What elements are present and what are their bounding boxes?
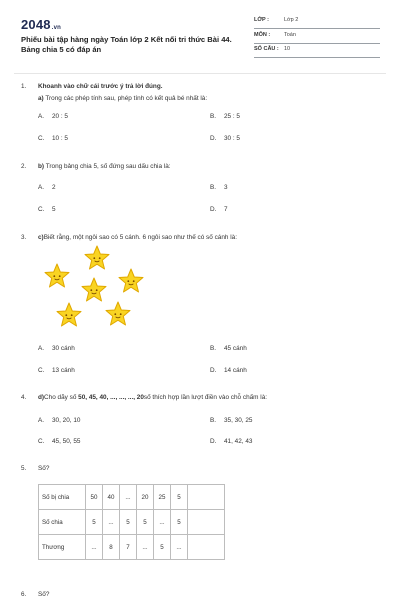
table-row	[39, 485, 225, 510]
table-cell[interactable]: ...	[154, 510, 171, 535]
part-label: b)	[38, 163, 45, 170]
question-body: Trong các phép tính sau, phép tính có kết quả bé nhất là:	[45, 95, 208, 102]
table-cell: 8	[103, 535, 120, 560]
question-number: 3.	[21, 234, 27, 241]
worksheet-title	[21, 35, 253, 55]
answer-option-c[interactable]: C. 5	[38, 206, 56, 213]
table-cell: 40	[103, 485, 120, 510]
table-cell: 50	[86, 485, 103, 510]
logo-text: 2048	[21, 17, 51, 32]
answer-option-c[interactable]: C. 45, 50, 55	[38, 438, 81, 445]
table-cell: 5	[120, 510, 137, 535]
table-cell	[188, 510, 225, 535]
table-cell: 5	[154, 535, 171, 560]
part-label: d)	[38, 394, 45, 401]
answer-option-b[interactable]: B. 35, 30, 25	[210, 417, 253, 424]
title-line-1: Phiếu bài tập hàng ngày Toán lớp 2 Kết nối tri thức Bài 44.	[21, 35, 232, 44]
star-icon	[81, 277, 107, 303]
answer-option-c[interactable]: C. 13 cánh	[38, 367, 75, 374]
answer-option-c[interactable]: C. 10 : 5	[38, 135, 68, 142]
table-cell	[188, 535, 225, 560]
answer-option-d[interactable]: D. 7	[210, 206, 228, 213]
answer-option-d[interactable]: D. 14 cánh	[210, 367, 247, 374]
star-icon	[56, 302, 82, 328]
answer-option-a[interactable]: A. 20 : 5	[38, 113, 68, 120]
meta-label: SỐ CÂU :	[254, 46, 279, 52]
star-icon	[118, 268, 144, 294]
logo-suffix: .vn	[51, 25, 62, 31]
table-row	[39, 535, 225, 560]
worksheet-header	[0, 0, 400, 66]
answer-option-a[interactable]: A. 2	[38, 184, 56, 191]
table-cell: Thương	[39, 535, 86, 560]
table-cell[interactable]: ...	[86, 535, 103, 560]
table-cell[interactable]: ...	[120, 485, 137, 510]
question-number: 4.	[21, 394, 27, 401]
question-body: Biết rằng, một ngôi sao có 5 cánh. 6 ngôi sao như thế có số cánh là:	[43, 234, 237, 241]
question-number: 1.	[21, 83, 27, 90]
table-row	[39, 510, 225, 535]
question-body-end: số thích hợp lần lượt điền vào chỗ chấm là:	[143, 394, 268, 401]
question-body: Trong bảng chia 5, số đứng sau dấu chia là:	[45, 163, 171, 170]
question-text	[38, 163, 171, 170]
table-cell[interactable]: ...	[137, 535, 154, 560]
star-icon	[105, 301, 131, 327]
number-sequence: 50, 45, 40, ..., ..., ..., 20	[78, 394, 144, 401]
answer-option-b[interactable]: B. 45 cánh	[210, 345, 247, 352]
question-body-start: Cho dãy số	[44, 394, 79, 401]
table-cell[interactable]: ...	[103, 510, 120, 535]
division-table	[38, 484, 225, 560]
table-cell: 5	[171, 485, 188, 510]
question-text: Số?	[38, 591, 50, 598]
question-number: 2.	[21, 163, 27, 170]
table-cell	[188, 485, 225, 510]
table-cell: 5	[86, 510, 103, 535]
question-text	[38, 95, 207, 102]
question-text: Số?	[38, 465, 50, 472]
meta-label: MÔN :	[254, 32, 271, 38]
question-text	[38, 394, 267, 401]
table-cell: 25	[154, 485, 171, 510]
part-label: a)	[38, 95, 44, 102]
question-heading: Khoanh vào chữ cái trước ý trả lời đúng.	[38, 83, 163, 90]
answer-option-d[interactable]: D. 30 : 5	[210, 135, 240, 142]
table-cell: 5	[171, 510, 188, 535]
title-line-2: Bảng chia 5 có đáp án	[21, 45, 102, 54]
answer-option-b[interactable]: B. 3	[210, 184, 228, 191]
star-icon	[84, 245, 110, 271]
answer-option-a[interactable]: A. 30, 20, 10	[38, 417, 81, 424]
star-illustration	[44, 245, 144, 335]
table-cell: 7	[120, 535, 137, 560]
question-number: 6.	[21, 591, 27, 598]
table-cell: 5	[137, 510, 154, 535]
table-cell[interactable]: ...	[171, 535, 188, 560]
star-icon	[44, 263, 70, 289]
answer-option-b[interactable]: B. 25 : 5	[210, 113, 240, 120]
part-label: c)	[38, 234, 44, 241]
site-logo[interactable]	[21, 17, 61, 32]
table-cell: 20	[137, 485, 154, 510]
meta-value: Toán	[284, 32, 296, 38]
header-divider	[14, 73, 386, 74]
answer-option-a[interactable]: A. 30 cánh	[38, 345, 75, 352]
table-cell: Số bị chia	[39, 485, 86, 510]
question-number: 5.	[21, 465, 27, 472]
meta-subject	[254, 29, 380, 44]
meta-value: Lớp 2	[284, 17, 299, 23]
meta-class	[254, 14, 380, 29]
meta-label: LỚP :	[254, 17, 269, 23]
meta-value: 10	[284, 46, 291, 52]
answer-option-d[interactable]: D. 41, 42, 43	[210, 438, 253, 445]
question-text	[38, 234, 237, 241]
meta-question-count	[254, 43, 380, 58]
table-cell: Số chia	[39, 510, 86, 535]
